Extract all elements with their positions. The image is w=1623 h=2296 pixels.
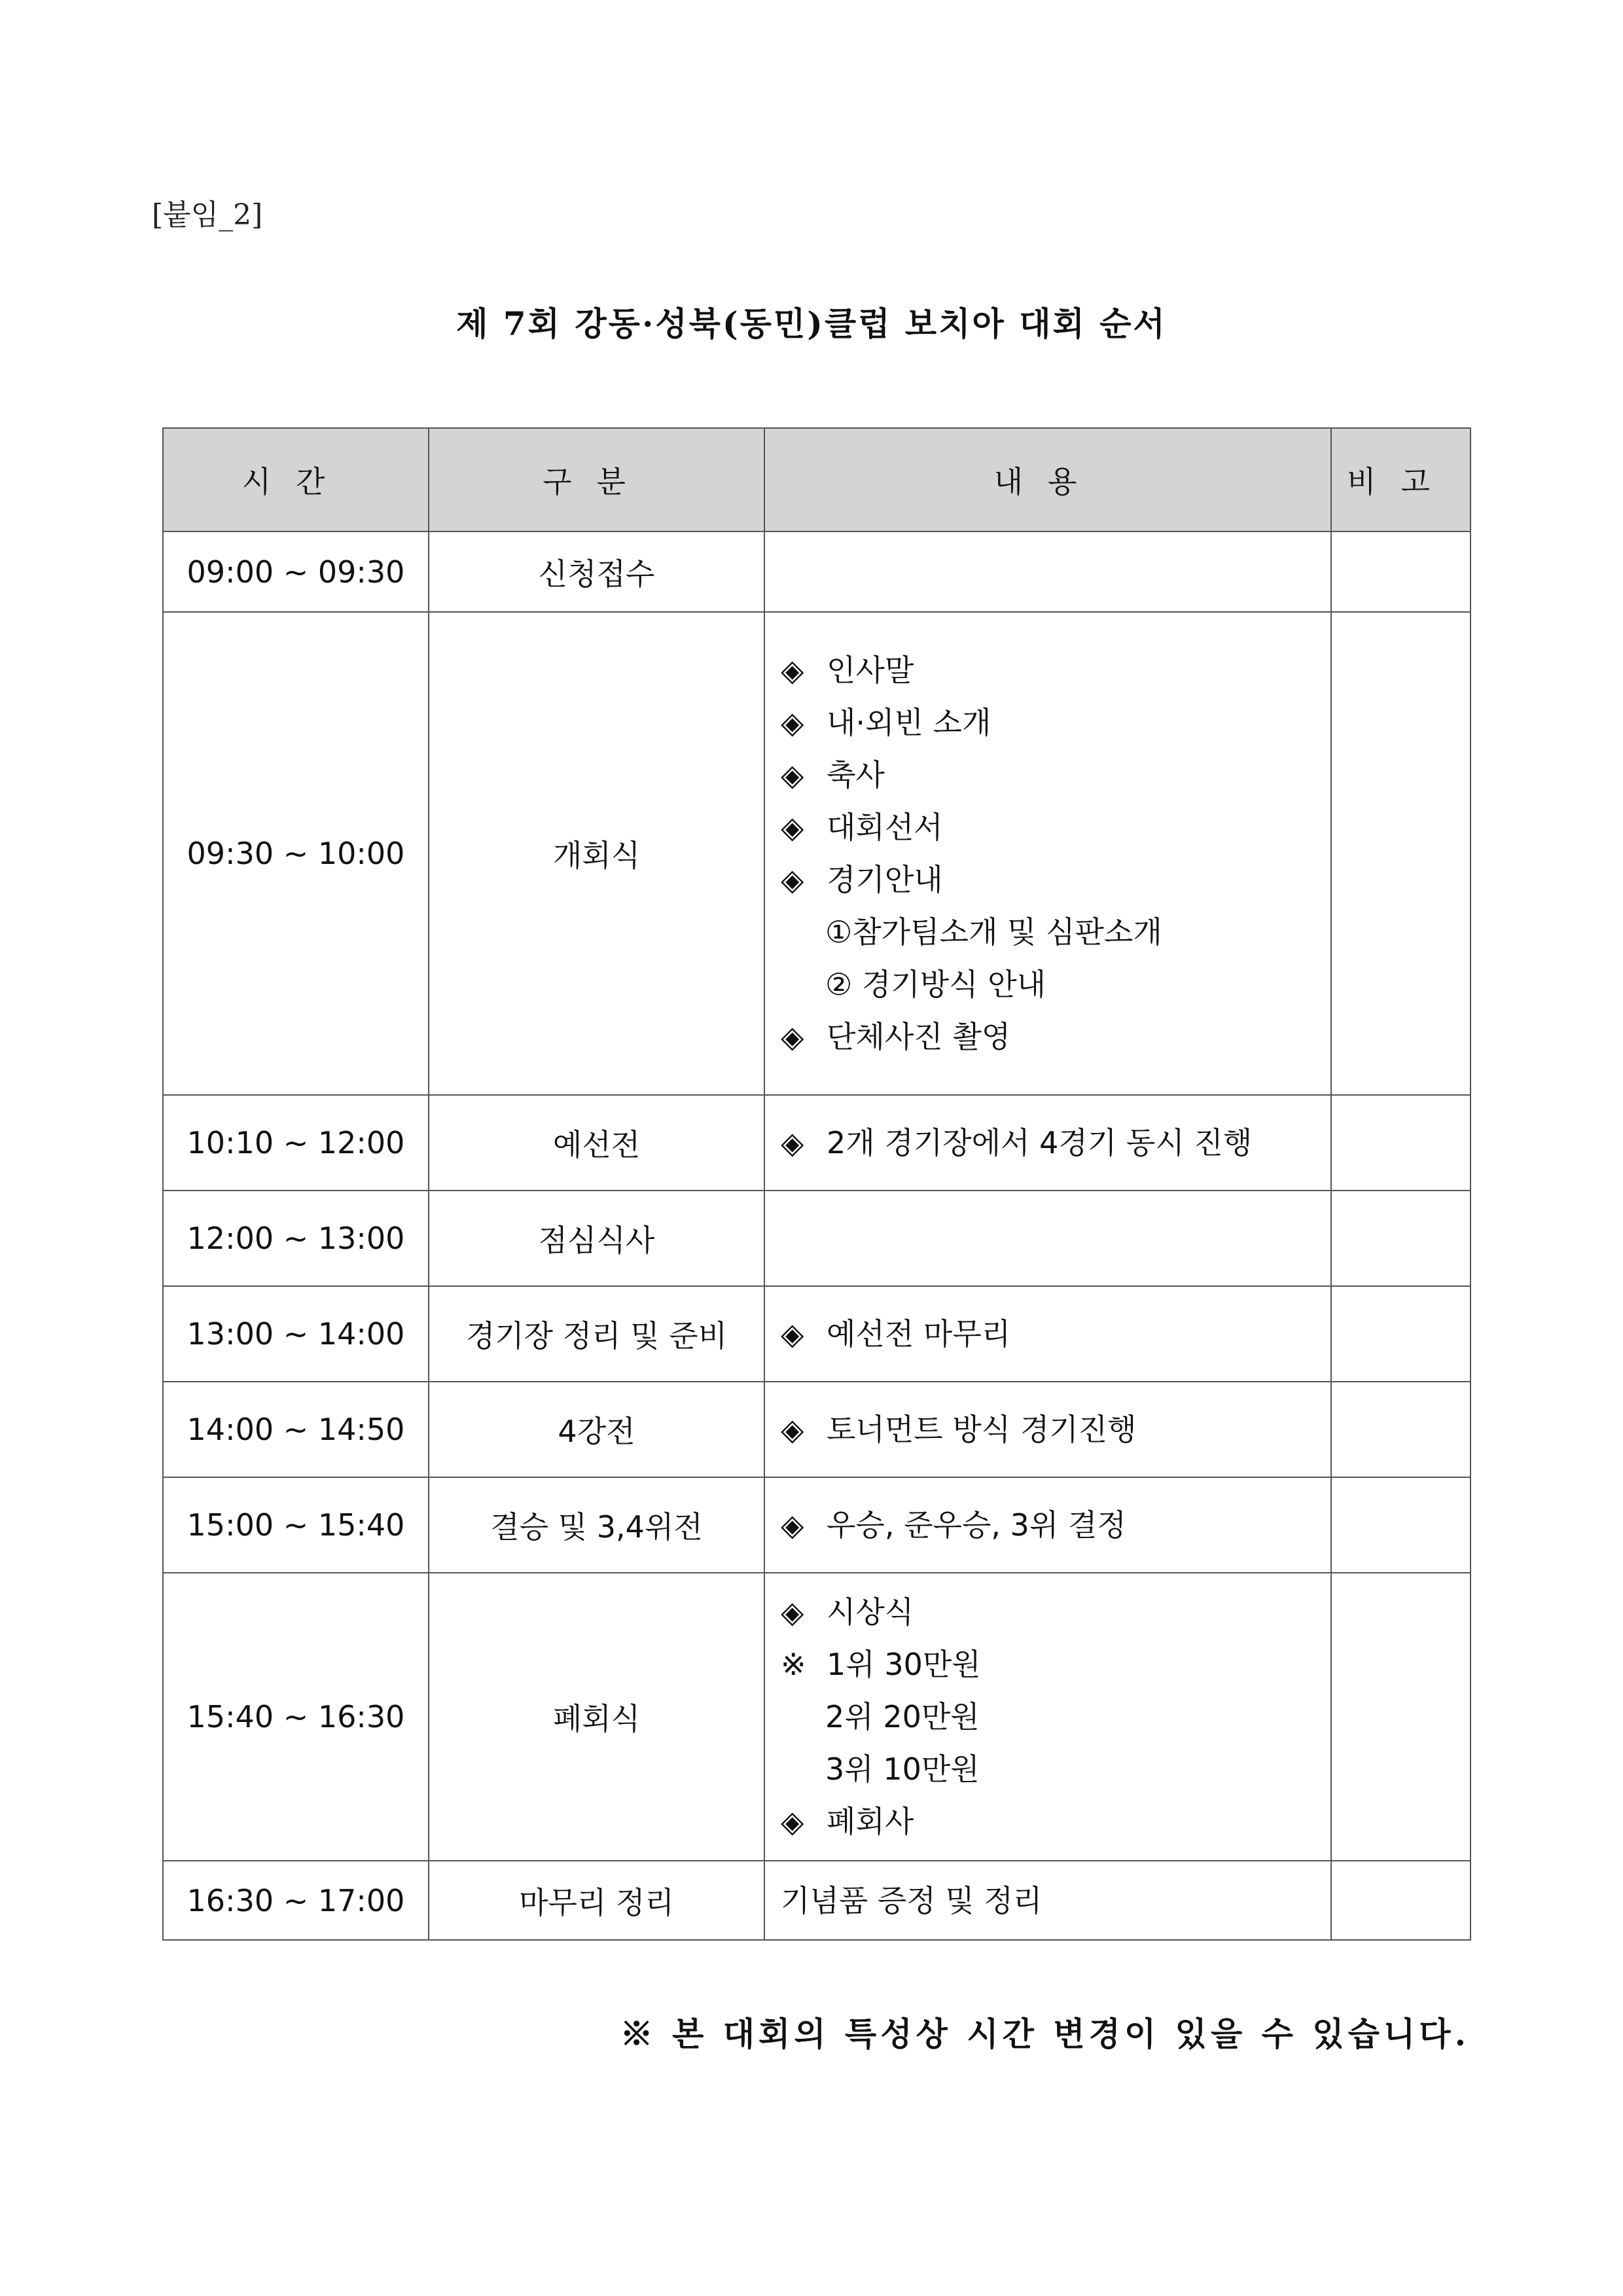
content-line [781,1874,1330,1927]
diamond-bullet-icon: ◈ [781,810,804,845]
content-cell [764,1477,1331,1573]
content-text: 우승, 준우승, 3위 결정 [827,1507,1126,1543]
content-line [781,749,1330,801]
time-cell: 10:10 ~ 12:00 [163,1095,429,1191]
table-row [163,1191,1471,1286]
note-cell [1331,1382,1471,1477]
diamond-bullet-icon: ◈ [781,1019,804,1054]
category-cell: 4강전 [429,1382,764,1477]
content-line [781,1117,1330,1169]
table-row [163,1286,1471,1382]
content-subline [781,958,1330,1011]
schedule-table [162,427,1471,1941]
note-cell [1331,1861,1471,1940]
note-cell [1331,1191,1471,1286]
category-cell: 폐회식 [429,1573,764,1861]
diamond-bullet-icon: ◈ [781,1316,804,1352]
time-cell: 15:40 ~ 16:30 [163,1573,429,1861]
note-cell [1331,1477,1471,1573]
content-subline [781,1691,1330,1743]
content-line [781,1586,1330,1638]
content-cell [764,1861,1331,1940]
table-row [163,531,1471,612]
time-cell: 09:00 ~ 09:30 [163,531,429,612]
header-row [163,428,1471,531]
content-text: 1위 30만원 [827,1647,981,1682]
content-text: 2위 20만원 [825,1699,980,1734]
content-line [781,644,1330,696]
content-cell [764,1286,1331,1382]
table-row [163,1382,1471,1477]
diamond-bullet-icon: ◈ [781,862,804,897]
content-line [781,1403,1330,1456]
time-cell: 14:00 ~ 14:50 [163,1382,429,1477]
content-text: 단체사진 촬영 [827,1019,1011,1054]
diamond-bullet-icon: ◈ [781,1804,804,1839]
content-text: 축사 [827,757,885,793]
table-row [163,1861,1471,1940]
content-cell [764,1382,1331,1477]
content-text: 인사말 [827,653,914,688]
content-cell [764,1573,1331,1861]
header-time: 시간 [163,428,429,531]
content-subline [781,1743,1330,1795]
content-text: 경기안내 [827,862,943,897]
table-row [163,1573,1471,1861]
content-cell [764,612,1331,1095]
content-line [781,1638,1330,1691]
content-text: ② 경기방식 안내 [825,967,1046,1002]
header-note: 비고 [1331,428,1471,531]
diamond-bullet-icon: ◈ [781,757,804,793]
content-line [781,853,1330,906]
content-line [781,801,1330,853]
content-text: 2개 경기장에서 4경기 동시 진행 [827,1125,1253,1160]
footer-note: ※ 본 대회의 특성상 시간 변경이 있을 수 있습니다. [620,2015,1470,2053]
content-line [781,1011,1330,1063]
time-cell: 12:00 ~ 13:00 [163,1191,429,1286]
content-subline [781,906,1330,958]
content-line [781,1795,1330,1848]
content-text: 기념품 증정 및 정리 [781,1882,1043,1918]
note-cell [1331,1095,1471,1191]
content-text: ①참가팀소개 및 심판소개 [825,914,1162,950]
diamond-bullet-icon: ◈ [781,653,804,688]
table-row [163,1095,1471,1191]
note-cell [1331,1286,1471,1382]
content-text: 내·외빈 소개 [827,705,991,740]
content-text: 폐회사 [827,1804,914,1839]
content-text: 시상식 [827,1594,914,1630]
category-cell: 예선전 [429,1095,764,1191]
attachment-label: [붙임_2] [152,198,263,232]
header-content: 내용 [764,428,1331,531]
content-text: 예선전 마무리 [827,1316,1011,1352]
content-text: 대회선서 [827,810,943,845]
diamond-bullet-icon: ◈ [781,705,804,740]
category-cell: 경기장 정리 및 준비 [429,1286,764,1382]
category-cell: 결승 및 3,4위전 [429,1477,764,1573]
content-cell [764,531,1331,612]
reference-mark-icon: ※ [781,1647,806,1682]
content-cell [764,1095,1331,1191]
time-cell: 09:30 ~ 10:00 [163,612,429,1095]
category-cell: 신청접수 [429,531,764,612]
table-row [163,612,1471,1095]
time-cell: 13:00 ~ 14:00 [163,1286,429,1382]
time-cell: 15:00 ~ 15:40 [163,1477,429,1573]
note-cell [1331,612,1471,1095]
time-cell: 16:30 ~ 17:00 [163,1861,429,1940]
diamond-bullet-icon: ◈ [781,1507,804,1543]
content-text: 토너먼트 방식 경기진행 [827,1412,1137,1447]
note-cell [1331,531,1471,612]
table-row [163,1477,1471,1573]
content-cell [764,1191,1331,1286]
content-line [781,1499,1330,1551]
header-category: 구분 [429,428,764,531]
diamond-bullet-icon: ◈ [781,1125,804,1160]
category-cell: 마무리 정리 [429,1861,764,1940]
note-cell [1331,1573,1471,1861]
document-title: 제 7회 강동·성북(동민)클럽 보치아 대회 순서 [456,304,1167,343]
content-text: 3위 10만원 [825,1751,980,1787]
category-cell: 개회식 [429,612,764,1095]
content-line [781,696,1330,749]
diamond-bullet-icon: ◈ [781,1594,804,1630]
content-line [781,1308,1330,1360]
category-cell: 점심식사 [429,1191,764,1286]
diamond-bullet-icon: ◈ [781,1412,804,1447]
